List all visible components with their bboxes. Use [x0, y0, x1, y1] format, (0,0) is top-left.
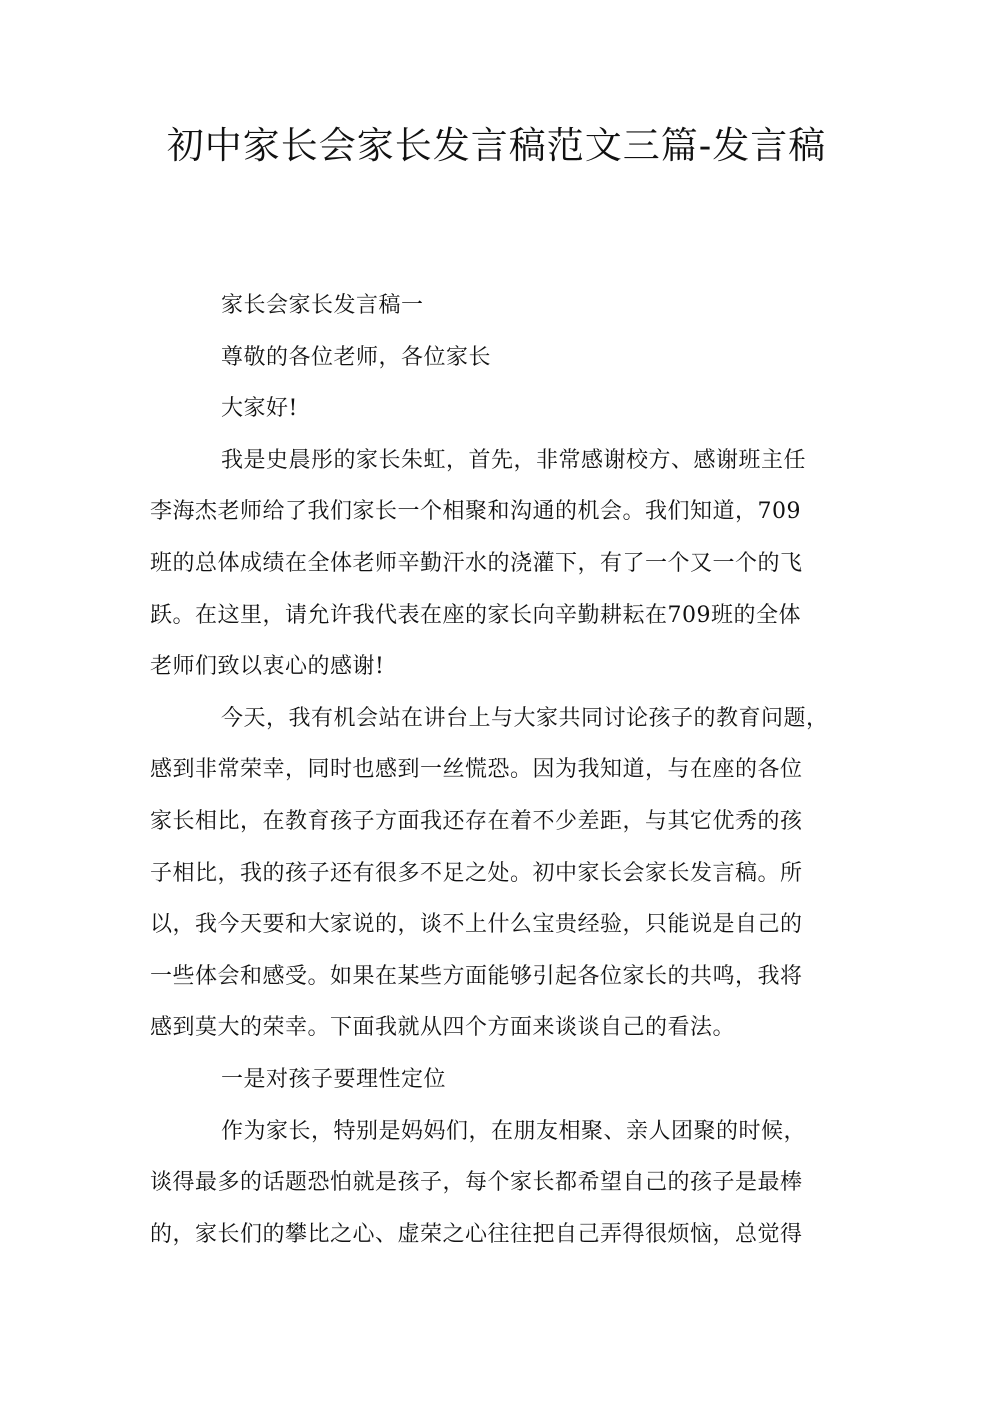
text-line: 家长会家长发言稿一: [221, 293, 424, 318]
text-line: 感到莫大的荣幸。下面我就从四个方面来谈谈自己的看法。: [150, 1015, 736, 1041]
text-line: 我是史晨彤的家长朱虹，首先，非常感谢校方、感谢班主任: [221, 447, 807, 473]
text-line: 跃。在这里，请允许我代表在座的家长向辛勤耕耘在709班的全体: [150, 602, 801, 628]
text-line: 李海杰老师给了我们家长一个相聚和沟通的机会。我们知道，709: [150, 499, 801, 525]
text-line: 的，家长们的攀比之心、虚荣之心往往把自己弄得很烦恼，总觉得: [150, 1221, 803, 1247]
text-line: 作为家长，特别是妈妈们，在朋友相聚、亲人团聚的时候，: [221, 1118, 807, 1144]
text-line: 以，我今天要和大家说的，谈不上什么宝贵经验，只能说是自己的: [150, 912, 803, 938]
document-body: [150, 280, 840, 1260]
text-line: 班的总体成绩在全体老师辛勤汗水的浇灌下，有了一个又一个的飞: [150, 550, 803, 576]
text-line: 家长相比，在教育孩子方面我还存在着不少差距，与其它优秀的孩: [150, 808, 803, 834]
text-line: 谈得最多的话题恐怕就是孩子，每个家长都希望自己的孩子是最棒: [150, 1170, 803, 1196]
text-line: 一些体会和感受。如果在某些方面能够引起各位家长的共鸣，我将: [150, 963, 803, 989]
text-line: 一是对孩子要理性定位: [221, 1066, 447, 1092]
text-line: 老师们致以衷心的感谢!: [150, 654, 385, 680]
text-line: 大家好!: [221, 396, 298, 422]
document-title: 初中家长会家长发言稿范文三篇-发言稿: [166, 124, 827, 167]
text-line: 子相比，我的孩子还有很多不足之处。初中家长会家长发言稿。所: [150, 860, 803, 886]
text-line: 今天，我有机会站在讲台上与大家共同讨论孩子的教育问题，: [221, 705, 829, 731]
text-line: 感到非常荣幸，同时也感到一丝慌恐。因为我知道，与在座的各位: [150, 757, 803, 783]
text-line: 尊敬的各位老师，各位家长: [221, 344, 492, 370]
